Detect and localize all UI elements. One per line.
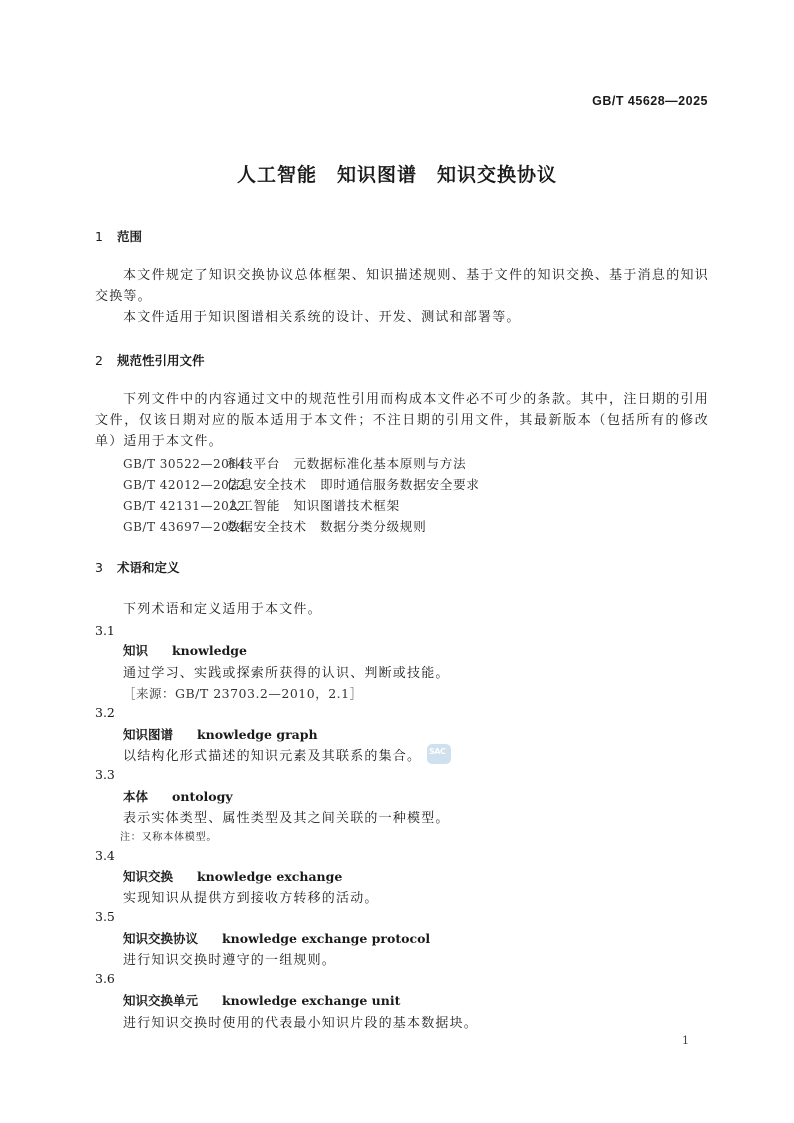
section-1-heading (95, 227, 142, 245)
term-definition: 实现知识从提供方到接收方转移的活动。 (123, 891, 379, 906)
term-en: knowledge exchange (197, 869, 343, 884)
reference-title: 人工智能 知识图谱技术框架 (227, 498, 400, 513)
section-1-paragraph-2: 本文件适用于知识图谱相关系统的设计、开发、测试和部署等。 (123, 310, 521, 325)
term-definition: 进行知识交换时遵守的一组规则。 (123, 953, 337, 968)
reference-code: GB/T 42012—2022 (123, 478, 246, 492)
section-2-title: 规范性引用文件 (117, 353, 205, 368)
term-definition: 通过学习、实践或探索所获得的认识、判断或技能。 (123, 666, 450, 681)
term-zh: 知识交换单元 (123, 993, 199, 1008)
term-number: 3.4 (95, 848, 115, 863)
term-zh: 知识交换协议 (123, 931, 199, 946)
section-2-number: 2 (95, 353, 103, 368)
term-note: 注：又称本体模型。 (120, 832, 218, 843)
term-source: ［来源：GB/T 23703.2—2010，2.1］ (123, 686, 363, 701)
term-heading (123, 641, 247, 659)
reference-title: 信息安全技术 即时通信服务数据安全要求 (227, 477, 480, 492)
term-en: knowledge exchange protocol (222, 931, 431, 946)
reference-code: GB/T 30522—2014 (123, 457, 246, 471)
section-1-title: 范围 (117, 229, 143, 244)
term-en: ontology (172, 789, 233, 804)
reference-item (123, 475, 480, 493)
reference-item (123, 454, 466, 472)
reference-item (123, 517, 427, 535)
term-zh: 知识 (123, 643, 149, 658)
term-zh: 知识交换 (123, 869, 174, 884)
term-heading (123, 929, 430, 947)
standard-number: GB/T 45628—2025 (592, 94, 708, 108)
term-en: knowledge exchange unit (222, 993, 401, 1008)
section-3-number: 3 (95, 560, 103, 575)
term-zh: 知识图谱 (123, 727, 174, 742)
section-3-title: 术语和定义 (117, 560, 180, 575)
term-definition: 以结构化形式描述的知识元素及其联系的集合。 (123, 749, 422, 764)
term-definition: 表示实体类型、属性类型及其之间关联的一种模型。 (123, 811, 450, 826)
sac-watermark-logo (427, 744, 451, 764)
section-2-intro: 下列文件中的内容通过文中的规范性引用而构成本文件必不可少的条款。其中，注日期的引用文件，仅该日期对应的版本适用于本文件；不注日期的引用文件，其最新版本（包括所有的修改单）适用于本文件。 (95, 392, 709, 449)
reference-code: GB/T 42131—2022 (123, 499, 246, 513)
term-number: 3.2 (95, 705, 115, 720)
term-number: 3.3 (95, 767, 115, 782)
page-number: 1 (682, 1034, 689, 1047)
term-number: 3.1 (95, 623, 115, 638)
term-number: 3.6 (95, 971, 115, 986)
reference-item (123, 496, 400, 514)
section-2-heading (95, 351, 205, 369)
section-1-paragraph-1: 本文件规定了知识交换协议总体框架、知识描述规则、基于文件的知识交换、基于消息的知识交换等。 (95, 268, 709, 304)
reference-title: 数据安全技术 数据分类分级规则 (227, 519, 427, 534)
term-zh: 本体 (123, 789, 149, 804)
term-en: knowledge graph (197, 727, 318, 742)
term-heading (123, 787, 233, 805)
reference-code: GB/T 43697—2024 (123, 520, 246, 534)
term-number: 3.5 (95, 909, 115, 924)
section-3-intro: 下列术语和定义适用于本文件。 (123, 602, 322, 617)
document-title: 人工智能 知识图谱 知识交换协议 (236, 164, 557, 186)
term-heading (123, 991, 400, 1009)
term-definition: 进行知识交换时使用的代表最小知识片段的基本数据块。 (123, 1016, 479, 1031)
sac-watermark-text: SAC (429, 747, 446, 756)
term-en: knowledge (172, 643, 247, 658)
term-heading (123, 725, 318, 743)
section-3-heading (95, 558, 180, 576)
term-heading (123, 867, 342, 885)
reference-title: 科技平台 元数据标准化基本原则与方法 (227, 456, 467, 471)
section-1-number: 1 (95, 229, 103, 244)
